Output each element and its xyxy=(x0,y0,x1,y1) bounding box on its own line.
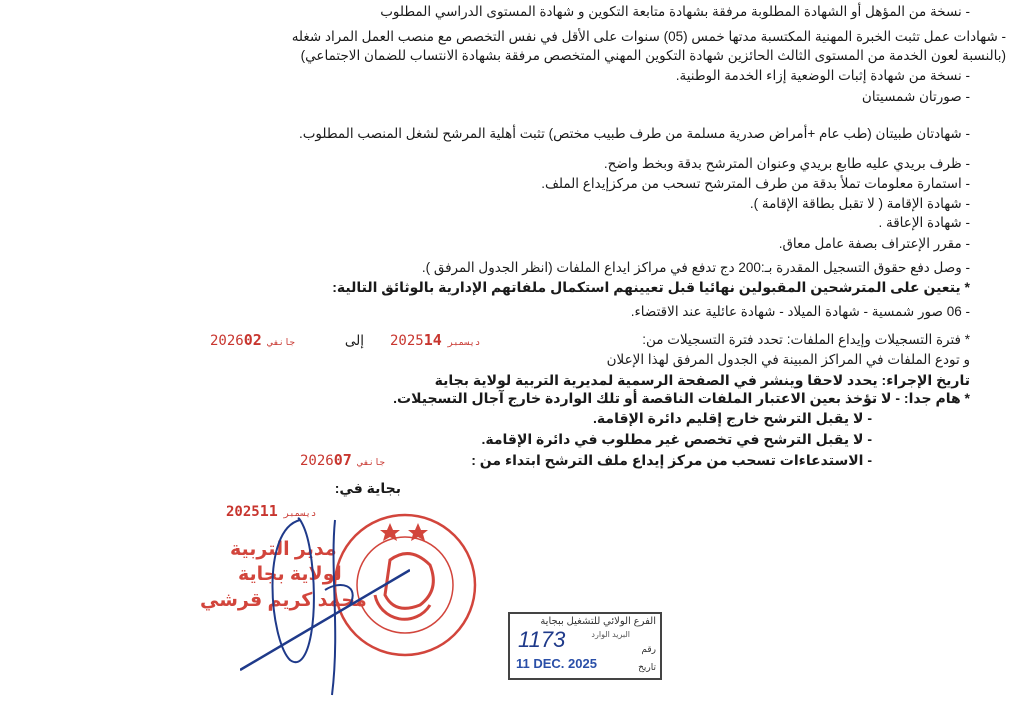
registration-period: * فترة التسجيلات وإيداع الملفات: تحدد فترة التسجيلات من: xyxy=(642,332,970,347)
stamp-header: الفرع الولائي للتشغيل ببجاية xyxy=(540,616,656,627)
important-residence: - لا يقبل الترشح خارج إقليم دائرة الإقامة. xyxy=(593,410,872,426)
convocation-note: - الاستدعاءات تسحب من مركز إيداع ملف الترشح ابتداء من : xyxy=(471,452,872,468)
admitted-documents: - 06 صور شمسية - شهادة الميلاد - شهادة عائلية عند الاقتضاء. xyxy=(630,304,970,319)
stamp-date-label: تاريخ xyxy=(638,662,656,672)
year: 2025 xyxy=(390,333,424,349)
requirement-disability-decision: - مقرر الإعتراف بصفة عامل معاق. xyxy=(778,236,970,251)
day: 07 xyxy=(333,451,352,469)
day: 11 xyxy=(259,502,278,520)
to-label: إلى xyxy=(344,333,364,348)
year: 2026 xyxy=(210,333,244,349)
date-stamp-reg-start xyxy=(390,331,486,352)
stamp-number: 1173 xyxy=(518,627,566,652)
important-specialty: - لا يقبل الترشح في تخصص غير مطلوب في دائرة الإقامة. xyxy=(481,431,872,447)
requirement-experience-note: (بالنسبة لعون الخدمة من المستوى الثالث الحائزين شهادة التكوين المهني المتخصص مرفقة بشهادة الانتساب للضمان الاجتماعي) xyxy=(300,48,1006,63)
deposit-location: و تودع الملفات في المراكز المبينة في الجدول المرفق لهذا الإعلان xyxy=(606,352,970,367)
requirement-form: - استمارة معلومات تملأ بدقة من طرف المترشح تسحب من مركزإيداع الملف. xyxy=(541,176,970,191)
reception-stamp xyxy=(508,612,662,680)
month: جانفي xyxy=(357,458,385,468)
month: جانفي xyxy=(267,338,295,348)
year: 2025 xyxy=(226,504,260,520)
requirement-disability: - شهادة الإعاقة . xyxy=(878,215,970,230)
month: ديسمبر xyxy=(447,338,481,348)
date-stamp-convocation xyxy=(300,451,391,472)
year: 2026 xyxy=(300,453,334,469)
month: ديسمبر xyxy=(283,509,317,519)
requirement-military: - نسخة من شهادة إثبات الوضعية إزاء الخدمة الوطنية. xyxy=(675,68,970,83)
stamp-sub: البريد الوارد xyxy=(591,630,630,639)
stamp-number-label: رقم xyxy=(641,644,656,654)
exam-date-note: تاريخ الإجراء: يحدد لاحقا وينشر في الصفحة الرسمية لمديرية التربية لولاية بجاية xyxy=(434,372,970,388)
admitted-note: * يتعين على المترشحين المقبولين نهائيا قبل تعيينهم استكمال ملفاتهم الإدارية بالوثائق التالية: xyxy=(332,279,970,295)
requirement-photos: - صورتان شمسيتان xyxy=(861,89,970,104)
signatory-name: محمد كريم قرشي xyxy=(200,590,367,611)
day: 14 xyxy=(423,331,442,349)
day: 02 xyxy=(243,331,262,349)
handwritten-signature xyxy=(240,510,410,700)
place-date-label: بجاية في: xyxy=(334,480,401,496)
signatory-wilaya: لولاية بجاية xyxy=(238,564,342,585)
stamp-date: 11 DEC. 2025 xyxy=(516,656,597,671)
signatory-title: مدير التربية xyxy=(230,539,337,560)
requirement-experience: - شهادات عمل تثبت الخبرة المهنية المكتسبة مدتها خمس (05) سنوات على الأقل في نفس التخصص مع منصب العمل المراد شغله xyxy=(291,29,1006,44)
requirement-fee: - وصل دفع حقوق التسجيل المقدرة بـ:200 دج تدفع في مراكز ايداع الملفات (انظر الجدول المرفق ). xyxy=(421,260,970,275)
requirement-residence: - شهادة الإقامة ( لا تقبل بطاقة الإقامة ). xyxy=(749,196,970,211)
requirement-medical: - شهادتان طبيتان (طب عام +أمراض صدرية مسلمة من طرف طبيب مختص) تثبت أهلية المرشح لشغل المنصب المطلوب. xyxy=(298,126,970,141)
requirement-envelope: - ظرف بريدي عليه طابع بريدي وعنوان المترشح بدقة وبخط واضح. xyxy=(603,156,970,171)
date-stamp-reg-end xyxy=(210,331,301,352)
important-note: * هام جدا: - لا تؤخذ بعين الاعتبار الملفات الناقصة أو تلك الواردة خارج آجال التسجيلات. xyxy=(393,390,970,406)
requirement-qualification: - نسخة من المؤهل أو الشهادة المطلوبة مرفقة بشهادة متابعة التكوين و شهادة المستوى الدراسي المطلوب xyxy=(380,4,970,19)
